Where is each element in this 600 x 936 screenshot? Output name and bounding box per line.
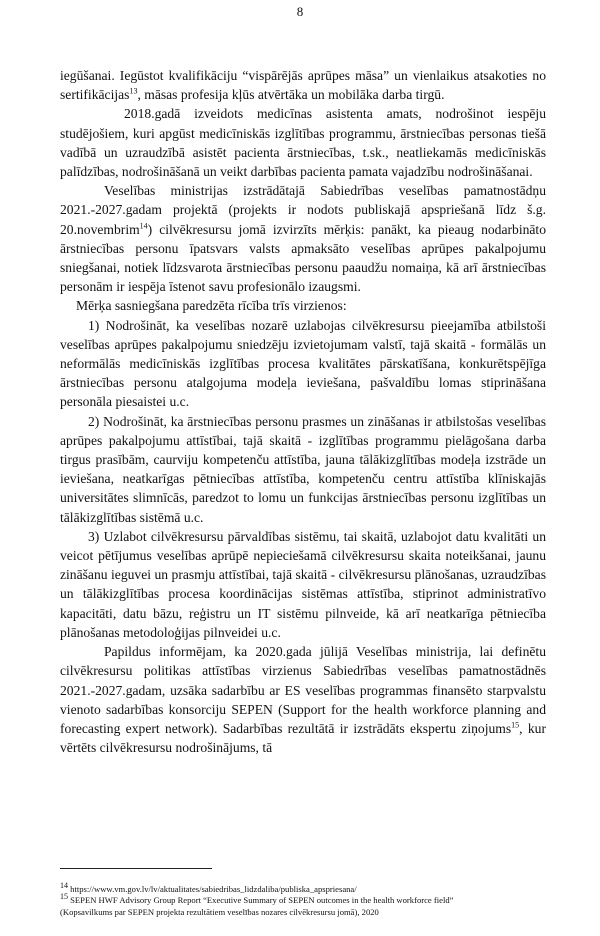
footnote-ref-13[interactable]: 13 <box>129 86 138 96</box>
list-item-3: 3) Uzlabot cilvēkresursu pārvaldības sistēmu, tai skaitā, uzlabojot datu kvalitāti un veicot pētījumus veselības aprūpē nepieciešamā cilvēkresursu skaita noteikšanai, jaunu zināšanu ieguvei un prasmju attīstībai, tajā skaitā - cilvēkresursu plānošanas, uzraudzības un tālākizglītības procesa koordinācijas sistēmas attīstība, stiprinot administratīvo kapacitāti, datu bāzu, reģistru un IT sistēmu pilnveide, kā arī neatkarīga pētniecība plānošanas metodoloģijas pilnveidei u.c. <box>60 528 546 640</box>
paragraph-3 <box>60 181 546 296</box>
footnote-ref-15[interactable]: 15 <box>511 720 520 730</box>
paragraph-8-tail: , kur vērtēts cilvēkresursu nodrošinājums, tā <box>60 720 546 756</box>
footnote-15-continued: (Kopsavilkums par SEPEN projekta rezultātiem veselības nozares cilvēkresursu jomā), 2020 <box>60 906 379 917</box>
paragraph-1-tail: , māsas profesija kļūs atvērtāka un mobilāka darba tirgū. <box>137 87 445 103</box>
list-item-1: 1) Nodrošināt, ka veselības nozarē uzlabojas cilvēkresursu pieejamība atbilstoši veselības aprūpes pakalpojumu sniedzēju izvietojumam valstī, tajā skaitā - formālās un neformālās medicīniskās izglītības procesa kvalitātes pārskatīšana, konkurētspējīga ārstniecības personu atalgojuma modeļa ieviešana, pašvaldību lomas stiprināšana personāla piesaistei u.c. <box>60 317 546 410</box>
paragraph-1 <box>60 66 546 104</box>
paragraph-1-text: iegūšanai. Iegūstot kvalifikāciju “vispārējās aprūpes māsa” un vienlaikus atsakoties no sertifikācijas <box>60 68 546 103</box>
footnote-14 <box>60 881 560 895</box>
footnote-14-number: 14 <box>60 881 68 891</box>
document-body <box>60 66 546 757</box>
paragraph-8 <box>60 642 546 757</box>
list-item-2: 2) Nodrošināt, ka ārstniecības personu prasmes un zināšanas ir atbilstošas veselības aprūpes pakalpojumu attīstībai, tajā skaitā - izglītības programmu pielāgošana darba tirgus prasībām, caurviju kompetenču attīstība, jauna tālākizglītības modeļa izstrāde un ieviešana, neatkarīgas pētniecības attīstība, kompetenču centru attīstība klīniskajās universitātes slimnīcās, paredzot to lomu un funkcijas ārstniecības personu izglītības un tālākizglītības sistēmā u.c. <box>60 413 546 525</box>
paragraph-2: 2018.gadā izveidots medicīnas asistenta amats, nodrošinot iespēju studējošiem, kuri apgūst medicīniskās izglītības programmu, ārstniecības personas tiešā vadībā un uzraudzībā asistēt pacienta ārstniecības, t.sk., neatliekamās medicīniskās palīdzības, nodrošināšanā un veikt darbības pacienta pamata vajadzību nodrošināšanai. <box>60 106 546 180</box>
footnote-14-link[interactable]: https://www.vm.gov.lv/lv/aktualitates/sabiedribas_lidzdaliba/publiska_apspriesana/ <box>68 884 357 894</box>
paragraph-8-text: Papildus informējam, ka 2020.gada jūlijā Veselības ministrija, lai definētu cilvēkresursu politikas attīstības virzienus Sabiedrības veselības pamatnostādnēs 2021.-2027.gadam, uzsāka sadarbību ar ES veselības programmas finansēto starpvalstu vienoto sadarbības konsorciju SEPEN (Support for the health workforce planning and forecasting expert network). Sadarbības rezultātā ir izstrādāts ekspertu ziņojums <box>60 644 546 736</box>
paragraph-4: Mērķa sasniegšana paredzēta rīcība trīs virzienos: <box>76 298 347 314</box>
footnotes <box>60 881 560 918</box>
footnote-15-text: SEPEN HWF Advisory Group Report “Executive Summary of SEPEN outcomes in the health workforce field” <box>68 895 454 906</box>
footnote-divider <box>60 868 212 869</box>
footnote-ref-14[interactable]: 14 <box>139 221 148 231</box>
paragraph-3-tail: ) cilvēkresursu jomā izvirzīts mērķis: panākt, ka pieaug nodarbināto ārstniecības personu īpatsvars valsts apmaksāto veselības aprūpes pakalpojumu sniegšanai, notiek līdzsvarota ārstniecības personu paaudžu nomaiņa, kā arī ārstniecības personām ir iespēja īstenot savu profesionālo izaugsmi. <box>60 221 546 295</box>
footnote-15 <box>60 892 560 906</box>
footnote-15-number: 15 <box>60 892 68 902</box>
page-number: 8 <box>296 4 304 19</box>
paragraph-3-text: Veselības ministrijas izstrādātajā Sabiedrības veselības pamatnostādņu 2021.-2027.gadam projektā (projekts ir nodots publiskajā apspriešanā līdz š.g. 20.novembrim <box>60 183 546 237</box>
